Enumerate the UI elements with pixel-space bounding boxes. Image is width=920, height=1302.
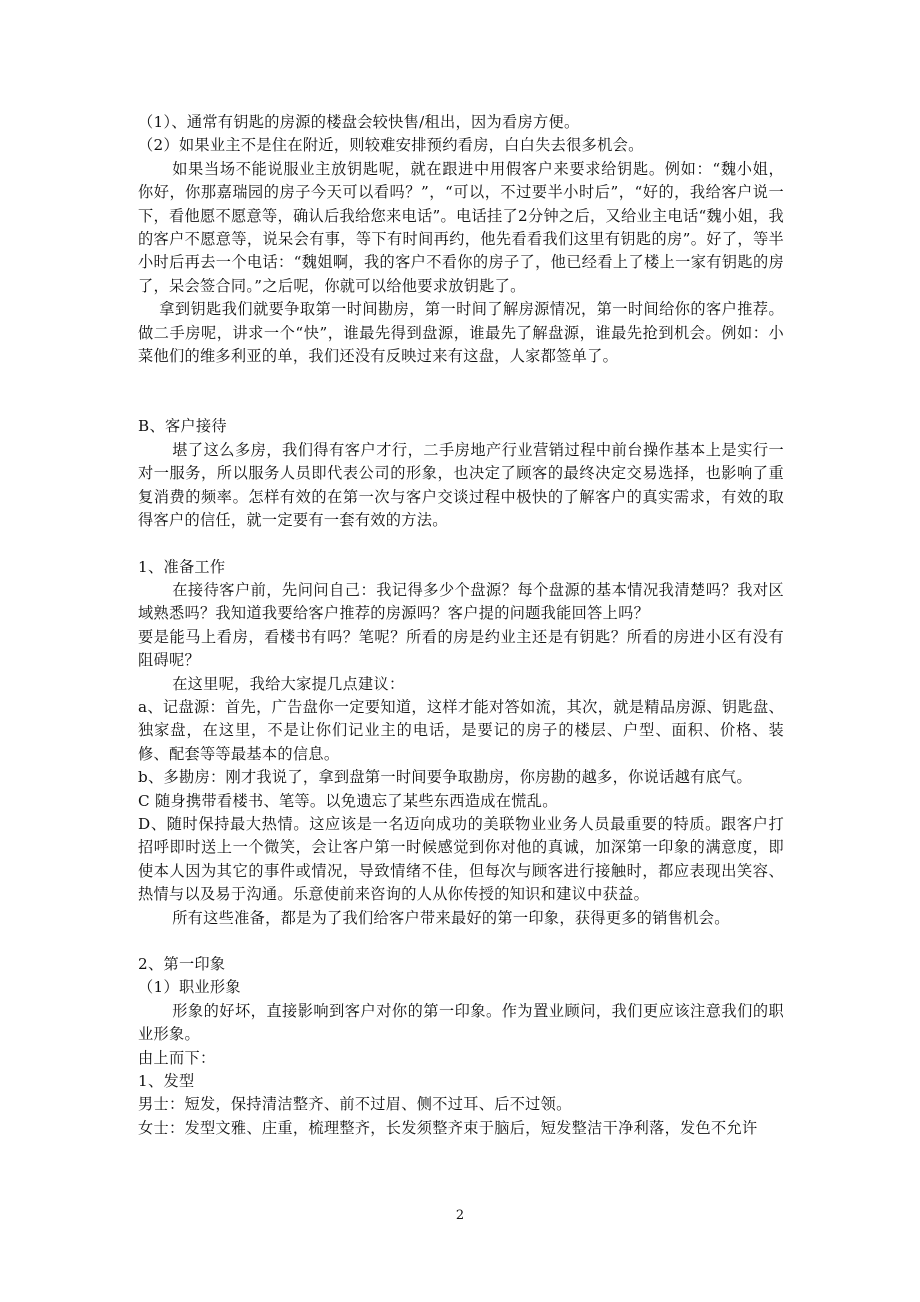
paragraph-fake-client: 如果当场不能说服业主放钥匙呢，就在跟进中用假客户来要求给钥匙。例如：“魏小姐，你好，你那嘉瑞园的房子今天可以看吗？”，“可以，不过要半小时后”，“好的，我给客户说一下，看他愿不愿意等，确认后我给您来电话”。电话挂了2分钟之后，又给业主电话“魏小姐，我的客户不愿意等，说呆会有事，等下有时间再约，他先看看我们这里有钥匙的房”。好了，等半小时后再去一个电话：“魏姐啊，我的客户不看你的房子了，他已经看上了楼上一家有钥匙的房了，呆会签合同。”之后呢，你就可以给他要求放钥匙了。: [138, 159, 784, 295]
paragraph-image-importance: 形象的好坏，直接影响到客户对你的第一印象。作为置业顾问，我们更应该注意我们的职业形象。: [138, 1001, 784, 1044]
paragraph-survey-fast: 拿到钥匙我们就要争取第一时间勘房，第一时间了解房源情况，第一时间给你的客户推荐。做二手房呢，讲求一个“快”，谁最先得到盘源，谁最先了解盘源，谁最先抢到机会。例如：小菜他们的维多利亚的单，我们还没有反映过来有这盘，人家都签单了。: [138, 300, 784, 366]
section-heading-b: B、客户接待: [138, 417, 227, 436]
paragraph-viewing-questions: 要是能马上看房，看楼书有吗？笔呢？所看的房是约业主还是有钥匙？所看的房进小区有没有阻碍呢？: [138, 627, 784, 670]
document-body: [138, 111, 784, 1140]
paragraph-key-2: （2）如果业主不是住在附近，则较难安排预约看房，白白失去很多机会。: [138, 136, 644, 155]
paragraph-item-d: D、随时保持最大热情。这应该是一名迈向成功的美联物业业务人员最重要的特质。跟客户打招呼即时送上一个微笑，会让客户第一时候感觉到你对他的真诚，加深第一印象的满意度，即使本人因为其它的事件或情况，导致情绪不佳，但每次与顾客进行接触时，都应表现出笑容、热情与以及易于沟通。乐意使前来咨询的人从你传授的知识和建议中获益。: [138, 814, 784, 904]
paragraph-men-hair: 男士：短发，保持清洁整齐、前不过眉、侧不过耳、后不过领。: [138, 1095, 572, 1114]
paragraph-item-c: C 随身携带看楼书、笔等。以免遗忘了某些东西造成在慌乱。: [138, 791, 558, 810]
paragraph-women-hair: 女士：发型文雅、庄重，梳理整齐，长发须整齐束于脑后，短发整洁干净利落，发色不允许: [138, 1118, 758, 1137]
spacer: [138, 930, 784, 953]
paragraph-top-down: 由上而下：: [138, 1048, 216, 1067]
paragraph-key-1: （1）、通常有钥匙的房源的楼盘会较快售/租出，因为看房方便。: [138, 113, 580, 131]
paragraph-reception-intro: 堪了这么多房，我们得有客户才行，二手房地产行业营销过程中前台操作基本上是实行一对一服务，所以服务人员即代表公司的形象，也决定了顾客的最终决定交易选择，也影响了重复消费的频率。怎样有效的在第一次与客户交谈过程中极快的了解客户的真实需求，有效的取得客户的信任，就一定要有一套有效的方法。: [138, 440, 784, 530]
spacer: [138, 368, 784, 415]
paragraph-preparation-summary: 所有这些准备，都是为了我们给客户带来最好的第一印象，获得更多的销售机会。: [172, 908, 730, 927]
paragraph-suggestions-intro: 在这里呢，我给大家提几点建议：: [172, 674, 405, 693]
paragraph-item-b: b、多勘房：刚才我说了，拿到盘第一时间要争取勘房，你房勘的越多，你说话越有底气。: [138, 768, 753, 787]
subsection-heading-first-impression: 2、第一印象: [138, 955, 226, 973]
subsection-heading-preparation: 1、准备工作: [138, 557, 226, 576]
paragraph-professional-image-heading: （1）职业形象: [138, 978, 241, 997]
paragraph-self-questions: 在接待客户前，先问问自己：我记得多少个盘源？每个盘源的基本情况我清楚吗？我对区域熟悉吗？我知道我要给客户推荐的房源吗？客户提的问题我能回答上吗？: [138, 580, 784, 623]
page-number: 2: [455, 1208, 465, 1223]
paragraph-item-a: a、记盘源：首先，广告盘你一定要知道，这样才能对答如流，其次，就是精品房源、钥匙盘、独家盘，在这里，不是让你们记业主的电话，是要记的房子的楼层、户型、面积、价格、装修、配套等等最基本的信息。: [138, 697, 784, 763]
paragraph-hairstyle-heading: 1、发型: [138, 1072, 195, 1091]
spacer: [138, 533, 784, 556]
